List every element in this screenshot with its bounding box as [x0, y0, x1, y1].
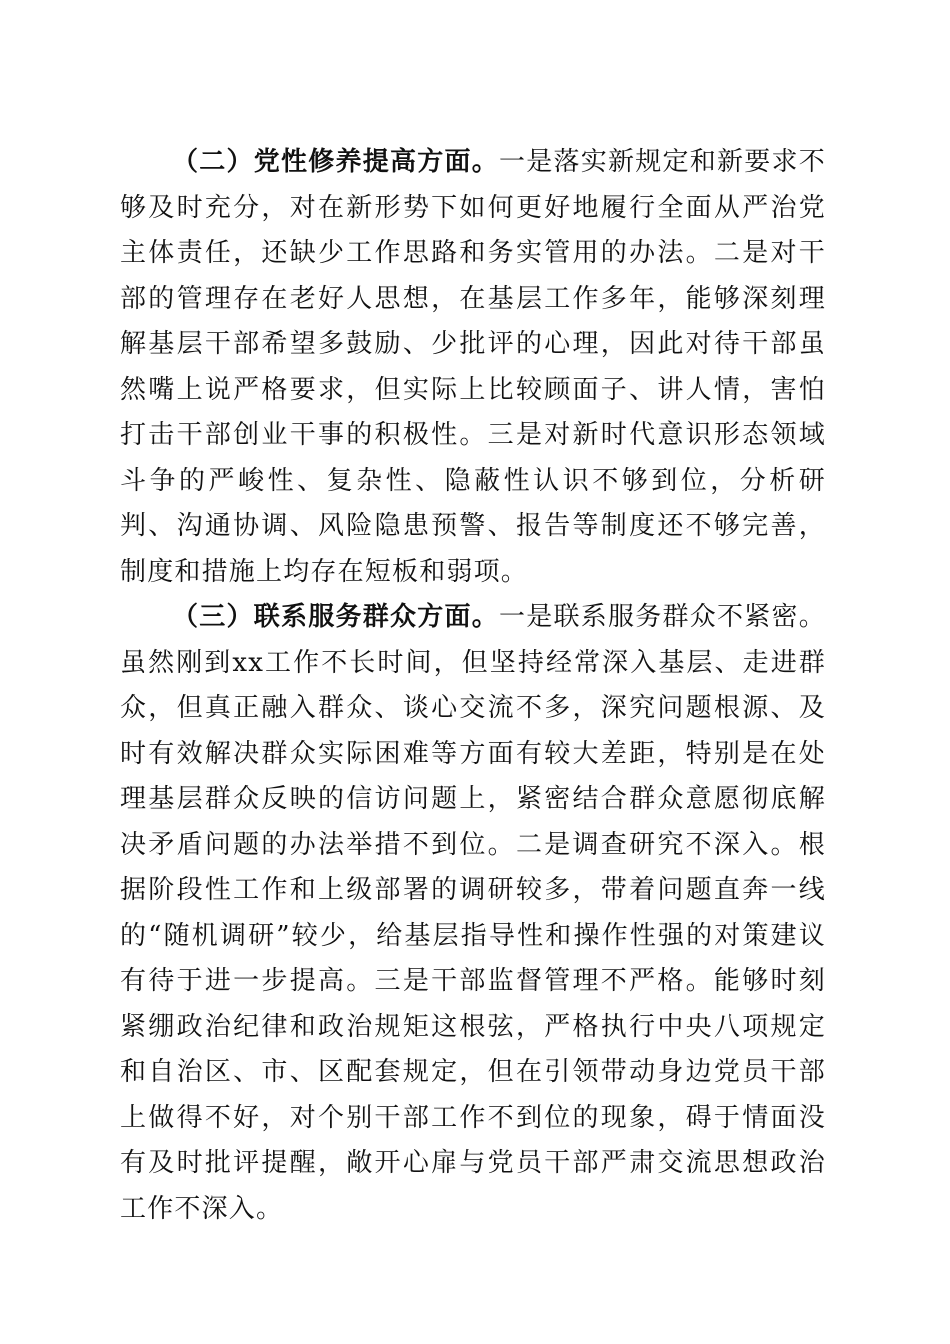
paragraph-heading: （二）党性修养提高方面。 — [172, 147, 500, 177]
document-body — [120, 140, 826, 1232]
paragraph-text: 一是落实新规定和新要求不够及时充分，对在新形势下如何更好地履行全面从严治党主体责任，还缺少工作思路和务实管用的办法。二是对干部的管理存在老好人思想，在基层工作多年，能够深刻理解基层干部希望多鼓励、少批评的心理，因此对待干部虽然嘴上说严格要求，但实际上比较顾面子、讲人情，害怕打击干部创业干事的积极性。三是对新时代意识形态领域斗争的严峻性、复杂性、隐蔽性认识不够到位，分析研判、沟通协调、风险隐患预警、报告等制度还不够完善，制度和措施上均存在短板和弱项。 — [120, 147, 826, 587]
paragraph-party-spirit — [120, 140, 826, 595]
paragraph-serving-masses — [120, 595, 826, 1232]
paragraph-heading: （三）联系服务群众方面。 — [172, 602, 500, 632]
paragraph-text: 一是联系服务群众不紧密。虽然刚到xx工作不长时间，但坚持经常深入基层、走进群众，但真正融入群众、谈心交流不多，深究问题根源、及时有效解决群众实际困难等方面有较大差距，特别是在处理基层群众反映的信访问题上，紧密结合群众意愿彻底解决矛盾问题的办法举措不到位。二是调查研究不深入。根据阶段性工作和上级部署的调研较多，带着问题直奔一线的“随机调研”较少，给基层指导性和操作性强的对策建议有待于进一步提高。三是干部监督管理不严格。能够时刻紧绷政治纪律和政治规矩这根弦，严格执行中央八项规定和自治区、市、区配套规定，但在引领带动身边党员干部上做得不好，对个别干部工作不到位的现象，碍于情面没有及时批评提醒，敞开心扉与党员干部严肃交流思想政治工作不深入。 — [120, 602, 826, 1224]
